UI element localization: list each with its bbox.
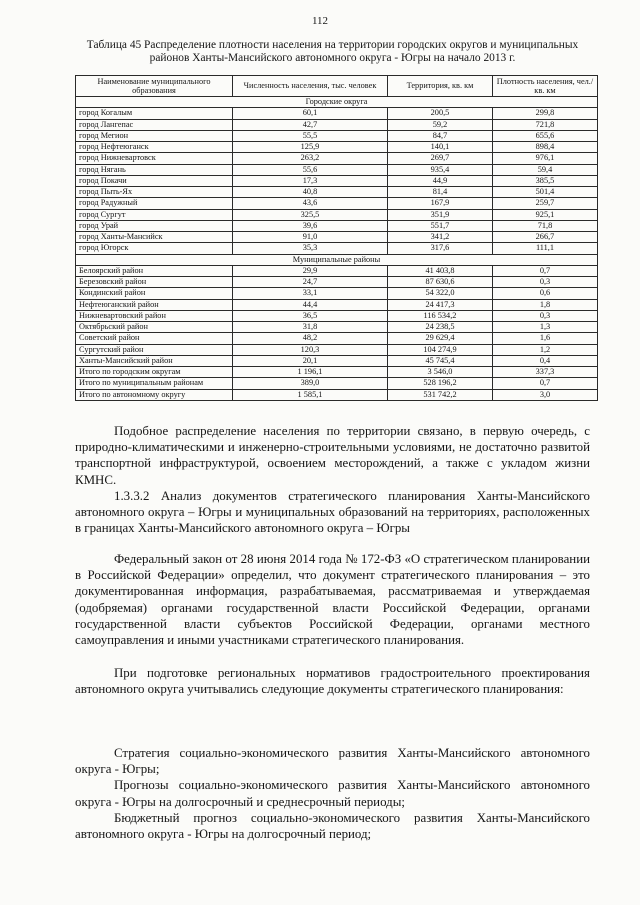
value-cell: 528 196,2 (388, 378, 493, 389)
row-name-cell: город Когалым (76, 108, 233, 119)
column-header: Наименование муниципального образования (76, 76, 233, 97)
value-cell: 317,6 (388, 243, 493, 254)
value-cell: 551,7 (388, 220, 493, 231)
value-cell: 24 238,5 (388, 322, 493, 333)
value-cell: 655,6 (493, 130, 598, 141)
value-cell: 1,6 (493, 333, 598, 344)
table-row (76, 164, 598, 175)
value-cell: 721,8 (493, 119, 598, 130)
row-name-cell: город Югорск (76, 243, 233, 254)
column-header: Плотность населения, чел./кв. км (493, 76, 598, 97)
population-density-table (75, 75, 598, 401)
value-cell: 0,7 (493, 378, 598, 389)
value-cell: 42,7 (233, 119, 388, 130)
documents-list (75, 745, 590, 842)
value-cell: 24,7 (233, 277, 388, 288)
value-cell: 1,3 (493, 322, 598, 333)
table-row (76, 198, 598, 209)
value-cell: 54 322,0 (388, 288, 493, 299)
value-cell: 259,7 (493, 198, 598, 209)
paragraph-distribution: Подобное распределение населения по территории связано, в первую очередь, с природно-климатическими и инженерно-строительными условиями, не достаточно развитой транспортной инфраструктурой, освоением месторождений, а также с укладом жизни КМНС. (75, 424, 590, 487)
table-row (76, 288, 598, 299)
section-heading-1-3-3-2: 1.3.3.2 Анализ документов стратегического планирования Ханты-Мансийского автономного округа – Югры и муниципальных образований на территориях, расположенных в границах Ханты-Мансийского автономного округа – Югры (75, 489, 590, 536)
value-cell: 24 417,3 (388, 299, 493, 310)
value-cell: 43,6 (233, 198, 388, 209)
value-cell: 33,1 (233, 288, 388, 299)
value-cell: 0,7 (493, 265, 598, 276)
table-row (76, 187, 598, 198)
value-cell: 39,6 (233, 220, 388, 231)
table-row (76, 322, 598, 333)
value-cell: 55,5 (233, 130, 388, 141)
value-cell: 531 742,2 (388, 389, 493, 400)
table-row (76, 310, 598, 321)
value-cell: 59,2 (388, 119, 493, 130)
value-cell: 501,4 (493, 187, 598, 198)
row-name-cell: город Радужный (76, 198, 233, 209)
value-cell: 29,9 (233, 265, 388, 276)
row-name-cell: Советский район (76, 333, 233, 344)
table-row (76, 108, 598, 119)
table-row (76, 209, 598, 220)
value-cell: 1 585,1 (233, 389, 388, 400)
value-cell: 48,2 (233, 333, 388, 344)
row-name-cell: Октябрьский район (76, 322, 233, 333)
value-cell: 200,5 (388, 108, 493, 119)
table-row (76, 220, 598, 231)
value-cell: 976,1 (493, 153, 598, 164)
value-cell: 45 745,4 (388, 355, 493, 366)
table-row (76, 119, 598, 130)
column-header: Численность населения, тыс. человек (233, 76, 388, 97)
value-cell: 40,8 (233, 187, 388, 198)
value-cell: 17,3 (233, 175, 388, 186)
row-name-cell: город Ханты-Мансийск (76, 232, 233, 243)
value-cell: 31,8 (233, 322, 388, 333)
row-name-cell: Итого по муниципальным районам (76, 378, 233, 389)
paragraph-regional-norms: При подготовке региональных нормативов градостроительного проектирования автономного округа учитывались следующие документы стратегического планирования: (75, 666, 590, 697)
row-name-cell: город Нефтеюганск (76, 142, 233, 153)
value-cell: 389,0 (233, 378, 388, 389)
value-cell: 41 403,8 (388, 265, 493, 276)
table-row (76, 130, 598, 141)
column-header: Территория, кв. км (388, 76, 493, 97)
section-label: Городские округа (76, 97, 598, 108)
row-name-cell: город Мегион (76, 130, 233, 141)
table-row (76, 243, 598, 254)
value-cell: 0,3 (493, 310, 598, 321)
value-cell: 167,9 (388, 198, 493, 209)
value-cell: 0,4 (493, 355, 598, 366)
value-cell: 351,9 (388, 209, 493, 220)
value-cell: 925,1 (493, 209, 598, 220)
value-cell: 1,8 (493, 299, 598, 310)
value-cell: 20,1 (233, 355, 388, 366)
value-cell: 299,8 (493, 108, 598, 119)
row-name-cell: город Пыть-Ях (76, 187, 233, 198)
value-cell: 269,7 (388, 153, 493, 164)
list-item: Бюджетный прогноз социально-экономического развития Ханты-Мансийского автономного округа - Югры на долгосрочный период; (75, 810, 590, 842)
table-row (76, 277, 598, 288)
row-name-cell: город Нижневартовск (76, 153, 233, 164)
table-row (76, 142, 598, 153)
value-cell: 1,2 (493, 344, 598, 355)
row-name-cell: Кондинский район (76, 288, 233, 299)
row-name-cell: Нижневартовский район (76, 310, 233, 321)
row-name-cell: Ханты-Мансийский район (76, 355, 233, 366)
value-cell: 36,5 (233, 310, 388, 321)
row-name-cell: город Нягань (76, 164, 233, 175)
table-row (76, 389, 598, 400)
table-row (76, 175, 598, 186)
value-cell: 0,6 (493, 288, 598, 299)
section-label: Муниципальные районы (76, 254, 598, 265)
table-row (76, 299, 598, 310)
value-cell: 140,1 (388, 142, 493, 153)
value-cell: 1 196,1 (233, 367, 388, 378)
value-cell: 3 546,0 (388, 367, 493, 378)
table-header-row (76, 76, 598, 97)
table-row (76, 367, 598, 378)
row-name-cell: Сургутский район (76, 344, 233, 355)
value-cell: 81,4 (388, 187, 493, 198)
value-cell: 44,4 (233, 299, 388, 310)
table-row (76, 153, 598, 164)
paragraph-federal-law: Федеральный закон от 28 июня 2014 года № 172-ФЗ «О стратегическом планировании в Российской Федерации» определил, что документ стратегического планирования – это документированная информация, разрабатываемая, рассматриваемая и утверждаемая (одобряемая) органами государственной власти Российской Федерации, органами государственной власти субъектов Российской Федерации, органами местного самоуправления и иными участниками стратегического планирования. (75, 552, 590, 648)
row-name-cell: город Сургут (76, 209, 233, 220)
table-row (76, 333, 598, 344)
row-name-cell: город Покачи (76, 175, 233, 186)
value-cell: 91,0 (233, 232, 388, 243)
value-cell: 59,4 (493, 164, 598, 175)
value-cell: 935,4 (388, 164, 493, 175)
table-row (76, 355, 598, 366)
value-cell: 104 274,9 (388, 344, 493, 355)
value-cell: 44,9 (388, 175, 493, 186)
value-cell: 385,5 (493, 175, 598, 186)
value-cell: 71,8 (493, 220, 598, 231)
table-row (76, 232, 598, 243)
list-item: Прогнозы социально-экономического развития Ханты-Мансийского автономного округа - Югры на долгосрочный и среднесрочный периоды; (75, 778, 590, 809)
value-cell: 337,3 (493, 367, 598, 378)
value-cell: 84,7 (388, 130, 493, 141)
value-cell: 341,2 (388, 232, 493, 243)
table-body (76, 97, 598, 401)
value-cell: 120,3 (233, 344, 388, 355)
value-cell: 35,3 (233, 243, 388, 254)
row-name-cell: Белоярский район (76, 265, 233, 276)
table-row (76, 344, 598, 355)
value-cell: 116 534,2 (388, 310, 493, 321)
value-cell: 55,6 (233, 164, 388, 175)
page-number: 112 (311, 15, 329, 27)
table-caption: Таблица 45 Распределение плотности населения на территории городских округов и муниципальных районов Ханты-Мансийского автономного округа - Югры на начало 2013 г. (86, 39, 579, 64)
value-cell: 898,4 (493, 142, 598, 153)
row-name-cell: Нефтеюганский район (76, 299, 233, 310)
row-name-cell: город Лангепас (76, 119, 233, 130)
table-row (76, 378, 598, 389)
value-cell: 325,5 (233, 209, 388, 220)
value-cell: 0,3 (493, 277, 598, 288)
value-cell: 60,1 (233, 108, 388, 119)
value-cell: 125,9 (233, 142, 388, 153)
row-name-cell: Березовский район (76, 277, 233, 288)
value-cell: 29 629,4 (388, 333, 493, 344)
value-cell: 263,2 (233, 153, 388, 164)
table-section-row (76, 254, 598, 265)
value-cell: 87 630,6 (388, 277, 493, 288)
value-cell: 3,0 (493, 389, 598, 400)
row-name-cell: Итого по автономному округу (76, 389, 233, 400)
row-name-cell: Итого по городским округам (76, 367, 233, 378)
table-row (76, 265, 598, 276)
list-item: Стратегия социально-экономического развития Ханты-Мансийского автономного округа - Югры; (75, 746, 590, 777)
value-cell: 111,1 (493, 243, 598, 254)
table-section-row (76, 97, 598, 108)
value-cell: 266,7 (493, 232, 598, 243)
row-name-cell: город Урай (76, 220, 233, 231)
